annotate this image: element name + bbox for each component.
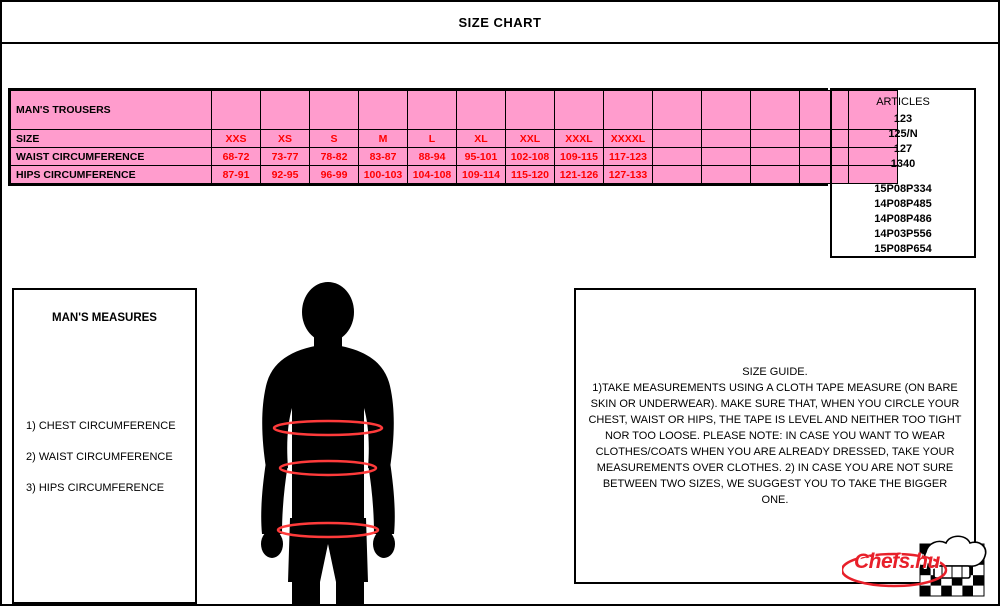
table-row-waist — [11, 148, 898, 166]
size-guide-heading: SIZE GUIDE. — [742, 366, 808, 378]
measures-title: MAN'S MEASURES — [52, 312, 157, 324]
table-cell: 104-108 — [408, 166, 457, 184]
row-label: HIPS CIRCUMFERENCE — [11, 166, 212, 184]
articles-heading: ARTICLES — [876, 96, 930, 108]
table-cell: 109-114 — [457, 166, 506, 184]
table-cell: XXXL — [555, 130, 604, 148]
table-cell: 87-91 — [212, 166, 261, 184]
table-cell: 121-126 — [555, 166, 604, 184]
table-cell: 109-115 — [555, 148, 604, 166]
table-cell: XS — [261, 130, 310, 148]
table-cell — [653, 91, 702, 130]
size-guide-paragraph-2: 2) IN CASE YOU ARE NOT SURE BETWEEN TWO SIZES, WE SUGGEST YOU TO TAKE THE BIGGER ONE. — [602, 462, 954, 506]
table-cell: 100-103 — [359, 166, 408, 184]
article-item: 123 — [893, 113, 913, 125]
table-cell: XXL — [506, 130, 555, 148]
table-cell — [653, 166, 702, 184]
table-cell — [457, 91, 506, 130]
table-cell: M — [359, 130, 408, 148]
table-row-section — [11, 91, 898, 130]
size-table-container — [8, 88, 828, 186]
article-code: 15P08P334 — [874, 183, 932, 195]
page-title-bar — [2, 2, 998, 44]
table-cell: 96-99 — [310, 166, 359, 184]
table-cell — [702, 166, 751, 184]
table-cell — [212, 91, 261, 130]
table-cell: L — [408, 130, 457, 148]
list-item: 1) CHEST CIRCUMFERENCE — [26, 420, 176, 432]
size-guide-text — [576, 364, 974, 508]
table-cell — [310, 91, 359, 130]
article-item: 1340 — [890, 158, 916, 170]
table-cell — [408, 91, 457, 130]
articles-box — [830, 88, 976, 258]
article-code: 14P03P556 — [874, 228, 932, 240]
table-cell — [751, 166, 800, 184]
article-code: 15P08P654 — [874, 243, 932, 255]
table-cell: 83-87 — [359, 148, 408, 166]
man-silhouette-icon — [232, 282, 462, 606]
table-cell — [359, 91, 408, 130]
table-cell: 95-101 — [457, 148, 506, 166]
table-cell: XXS — [212, 130, 261, 148]
table-cell: 115-120 — [506, 166, 555, 184]
table-cell: 127-133 — [604, 166, 653, 184]
row-label: SIZE — [11, 130, 212, 148]
list-item: 2) WAIST CIRCUMFERENCE — [26, 451, 173, 463]
table-cell — [653, 130, 702, 148]
table-cell — [653, 148, 702, 166]
brand-logo — [842, 526, 990, 600]
article-item: 125/N — [888, 128, 918, 140]
table-cell: S — [310, 130, 359, 148]
size-table — [10, 90, 898, 184]
body-figure — [232, 282, 462, 606]
table-cell: 78-82 — [310, 148, 359, 166]
article-code: 14P08P485 — [874, 198, 932, 210]
table-cell — [555, 91, 604, 130]
row-label: WAIST CIRCUMFERENCE — [11, 148, 212, 166]
measures-list — [14, 420, 195, 494]
table-cell: 73-77 — [261, 148, 310, 166]
table-cell: 88-94 — [408, 148, 457, 166]
size-guide-paragraph-1: 1)TAKE MEASUREMENTS USING A CLOTH TAPE MEASURE (ON BARE SKIN OR UNDERWEAR). MAKE SURE THAT, WHEN YOU CIRCLE YOUR CHEST, WAIST OR HIPS, THE TAPE IS LEVEL AND NEITHER TOO TIGHT NOR TOO LOOSE. PLEASE NOTE: IN CASE YOU WANT TO WEAR CLOTHES/COATS WHEN YOU ARE ALREADY DRESSED, TAKE YOUR MEASUREMENTS OVER CLOTHES. — [588, 382, 962, 474]
logo-wordmark: Chefs.hu — [854, 550, 940, 573]
table-row-size — [11, 130, 898, 148]
article-item: 127 — [893, 143, 913, 155]
table-cell: XXXXL — [604, 130, 653, 148]
table-row-hips — [11, 166, 898, 184]
table-cell: 92-95 — [261, 166, 310, 184]
table-cell — [702, 148, 751, 166]
table-cell: 117-123 — [604, 148, 653, 166]
table-cell — [751, 91, 800, 130]
table-cell — [506, 91, 555, 130]
article-code: 14P08P486 — [874, 213, 932, 225]
table-cell — [702, 130, 751, 148]
list-item: 3) HIPS CIRCUMFERENCE — [26, 482, 165, 494]
table-cell — [751, 130, 800, 148]
table-cell: 68-72 — [212, 148, 261, 166]
table-cell — [604, 91, 653, 130]
measures-box — [12, 288, 197, 604]
table-cell — [702, 91, 751, 130]
table-cell — [751, 148, 800, 166]
page-title: SIZE CHART — [458, 14, 542, 30]
table-cell — [261, 91, 310, 130]
table-cell: XL — [457, 130, 506, 148]
articles-spacer — [832, 172, 974, 182]
table-cell: 102-108 — [506, 148, 555, 166]
section-label: MAN'S TROUSERS — [11, 91, 212, 130]
